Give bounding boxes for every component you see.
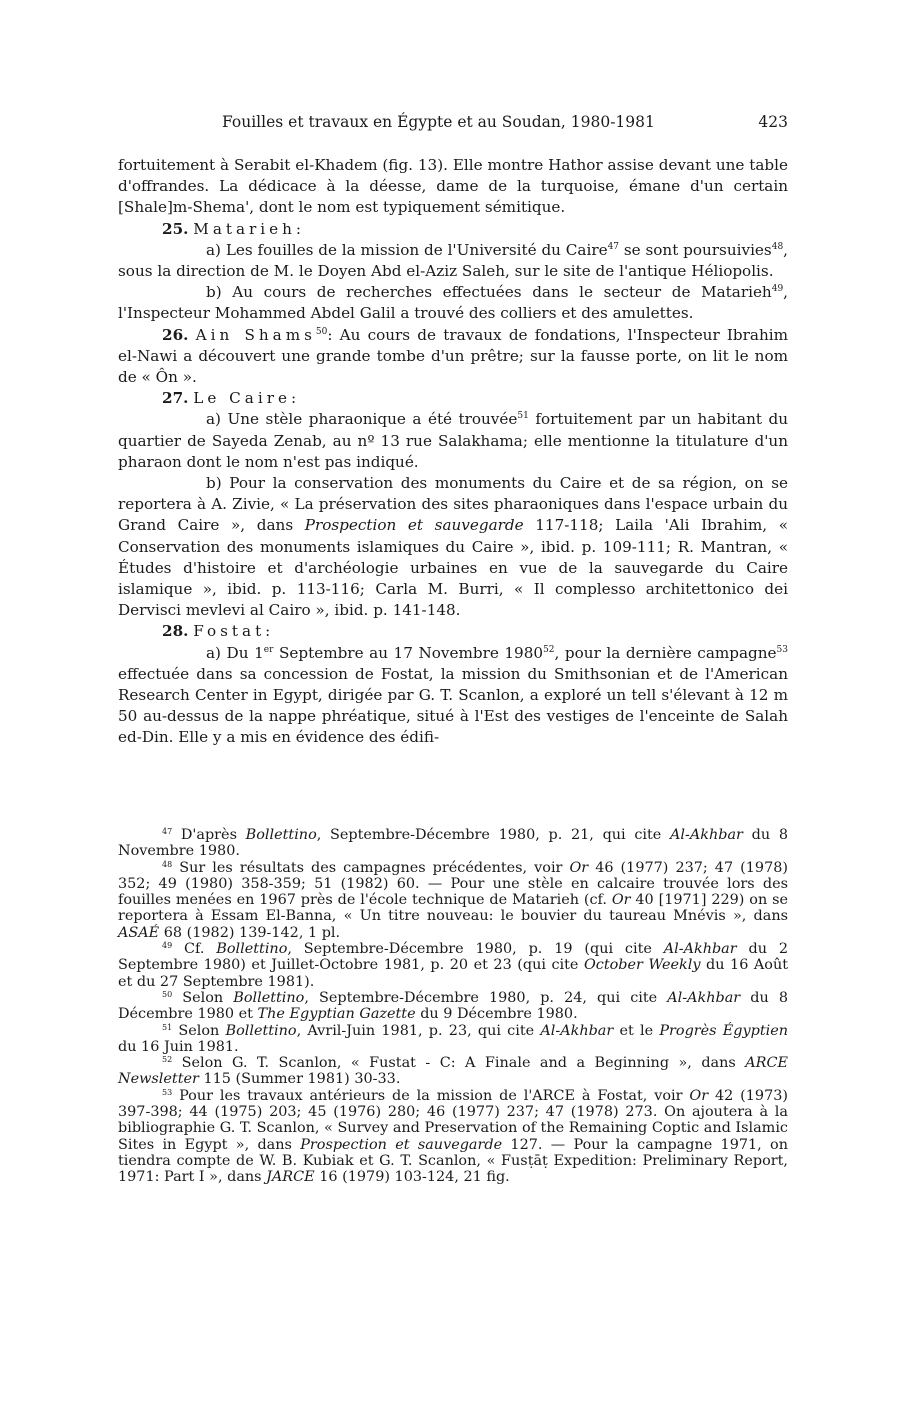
- section-title: Le Caire: [193, 389, 291, 408]
- paragraph: a) Les fouilles de la mission de l'Université du Caire$^{47}$ se sont poursuivies$^{48}$, sous la direction de M. le Doyen Abd el-Aziz Saleh, sur le site de l'antique Héliopolis.: [118, 240, 788, 281]
- footnote-ref: 49: [771, 284, 784, 295]
- footnote-47: $^{47}$ D'après Bollettino, Septembre-Décembre 1980, p. 21, qui cite Al-Akhbar du 8 Novembre 1980.: [118, 827, 788, 860]
- section-heading-25: 25. Matarieh:: [162, 219, 302, 238]
- footnote-50: $^{50}$ Selon Bollettino, Septembre-Décembre 1980, p. 24, qui cite Al-Akhbar du 8 Décembre 1980 et The Egyptian Gazette du 9 Décembre 1980.: [118, 989, 788, 1023]
- section-heading-26: 26. Ain Shams$^{50}$: Au cours de travaux de fondations, l'Inspecteur Ibrahim el-Nawi a découvert une grande tombe d'un prêtre; sur la fausse porte, on lit le nom de « Ôn ».: [118, 325, 788, 387]
- main-text: [118, 155, 788, 749]
- footnote-ref: 52: [543, 644, 555, 655]
- section-title: Matarieh: [193, 219, 296, 238]
- footnote-ref: 47: [607, 241, 620, 252]
- paragraph: a) Du 1er Septembre au 17 Novembre 1980$^{52}$, pour la dernière campagne$^{53}$ effectuée dans sa concession de Fostat, la mission du Smithsonian et de l'American Research Center in Egypt, dirigée par G. T. Scanlon, a exploré un tell s'élevant à 12 m 50 au-dessus de la nappe phréatique, situé à l'Est des vestiges de l'enceinte de Salah ed-Din. Elle y a mis en évidence des édifi-: [118, 643, 788, 747]
- page-number: 423: [758, 113, 788, 131]
- footnote-48: $^{48}$ Sur les résultats des campagnes précédentes, voir Or 46 (1977) 237; 47 (1978) 352; 49 (1980) 358-359; 51 (1982) 60. — Pour une stèle en calcaire trouvée lors des fouilles menées en 1967 près de l'école technique de Matarieh (cf. Or 40 [1971] 229) on se reportera à Essam El-Banna, « Un titre nouveau: le bouvier du taureau Mnévis », dans ASAÉ 68 (1982) 139-142, 1 pl.: [118, 859, 789, 941]
- paragraph: a) Une stèle pharaonique a été trouvée$^{51}$ fortuitement par un habitant du quartier de Sayeda Zenab, au nº 13 rue Salakhama; elle mentionne la titulature d'un pharaon dont le nom n'est pas indiqué.: [118, 410, 788, 471]
- section-number: 25.: [162, 219, 189, 238]
- footnote-53: $^{53}$ Pour les travaux antérieurs de la mission de l'ARCE à Fostat, voir Or 42 (1973) 397-398; 44 (1975) 203; 45 (1976) 280; 46 (1977) 237; 47 (1978) 273. On ajoutera à la bibliographie G. T. Scanlon, « Survey and Preservation of the Remaining Coptic and Islamic Sites in Egypt », dans Prospection et sauvegarde 127. — Pour la campagne 1971, on tiendra compte de W. B. Kubiak et G. T. Scanlon, « Fusṭāṭ Expedition: Preliminary Report, 1971: Part I », dans JARCE 16 (1979) 103-124, 21 fig.: [118, 1087, 789, 1186]
- footnote-51: $^{51}$ Selon Bollettino, Avril-Juin 1981, p. 23, qui cite Al-Akhbar et le Progrès Égyptien du 16 Juin 1981.: [118, 1022, 789, 1055]
- footnote-49: $^{49}$ Cf. Bollettino, Septembre-Décembre 1980, p. 19 (qui cite Al-Akhbar du 2 Septembre 1980) et Juillet-Octobre 1981, p. 20 et 23 (qui cite October Weekly du 16 Août et du 27 Septembre 1981).: [118, 941, 788, 990]
- footnotes: [118, 827, 788, 1186]
- running-title: Fouilles et travaux en Égypte et au Soudan, 1980-1981: [222, 113, 655, 131]
- footnote-ref: 51: [517, 411, 529, 422]
- section-title: Ain Shams: [195, 325, 316, 344]
- paragraph: b) Au cours de recherches effectuées dans le secteur de Matarieh$^{49}$, l'Inspecteur Mohammed Abdel Galil a trouvé des colliers et des amulettes.: [118, 283, 788, 323]
- section-number: 27.: [162, 389, 189, 408]
- section-number: 28.: [162, 622, 189, 641]
- running-header: [118, 113, 788, 137]
- footnote-ref: 50: [315, 326, 328, 337]
- paragraph: b) Pour la conservation des monuments du Caire et de sa région, on se reportera à A. Zivie, « La préservation des sites pharaoniques dans l'espace urbain du Grand Caire », dans Prospection et sauvegarde 117-118; Laila 'Ali Ibrahim, « Conservation des monuments islamiques du Caire », ibid. p. 109-111; R. Mantran, « Études d'histoire et d'archéologie urbaines en vue de la sauvegarde du Caire islamique », ibid. p. 113-116; Carla M. Burri, « Il complesso architettonico dei Dervisci mevlevi al Cairo », ibid. p. 141-148.: [118, 474, 788, 620]
- page: [118, 113, 788, 749]
- footnote-ref: 53: [776, 644, 788, 655]
- footnote-ref: 48: [771, 241, 784, 252]
- section-title: Fostat: [193, 622, 266, 641]
- section-number: 26.: [162, 325, 189, 344]
- section-heading-27: 27. Le Caire:: [162, 389, 297, 408]
- paragraph: fortuitement à Serabit el-Khadem (fig. 13). Elle montre Hathor assise devant une table d'offrandes. La dédicace à la déesse, dame de la turquoise, émane d'un certain [Shale]m-Shema', dont le nom est typiquement sémitique.: [118, 156, 788, 217]
- footnote-52: $^{52}$ Selon G. T. Scanlon, « Fustat - C: A Finale and a Beginning », dans ARCE Newsletter 115 (Summer 1981) 30-33.: [118, 1055, 788, 1088]
- section-heading-28: 28. Fostat:: [162, 622, 271, 641]
